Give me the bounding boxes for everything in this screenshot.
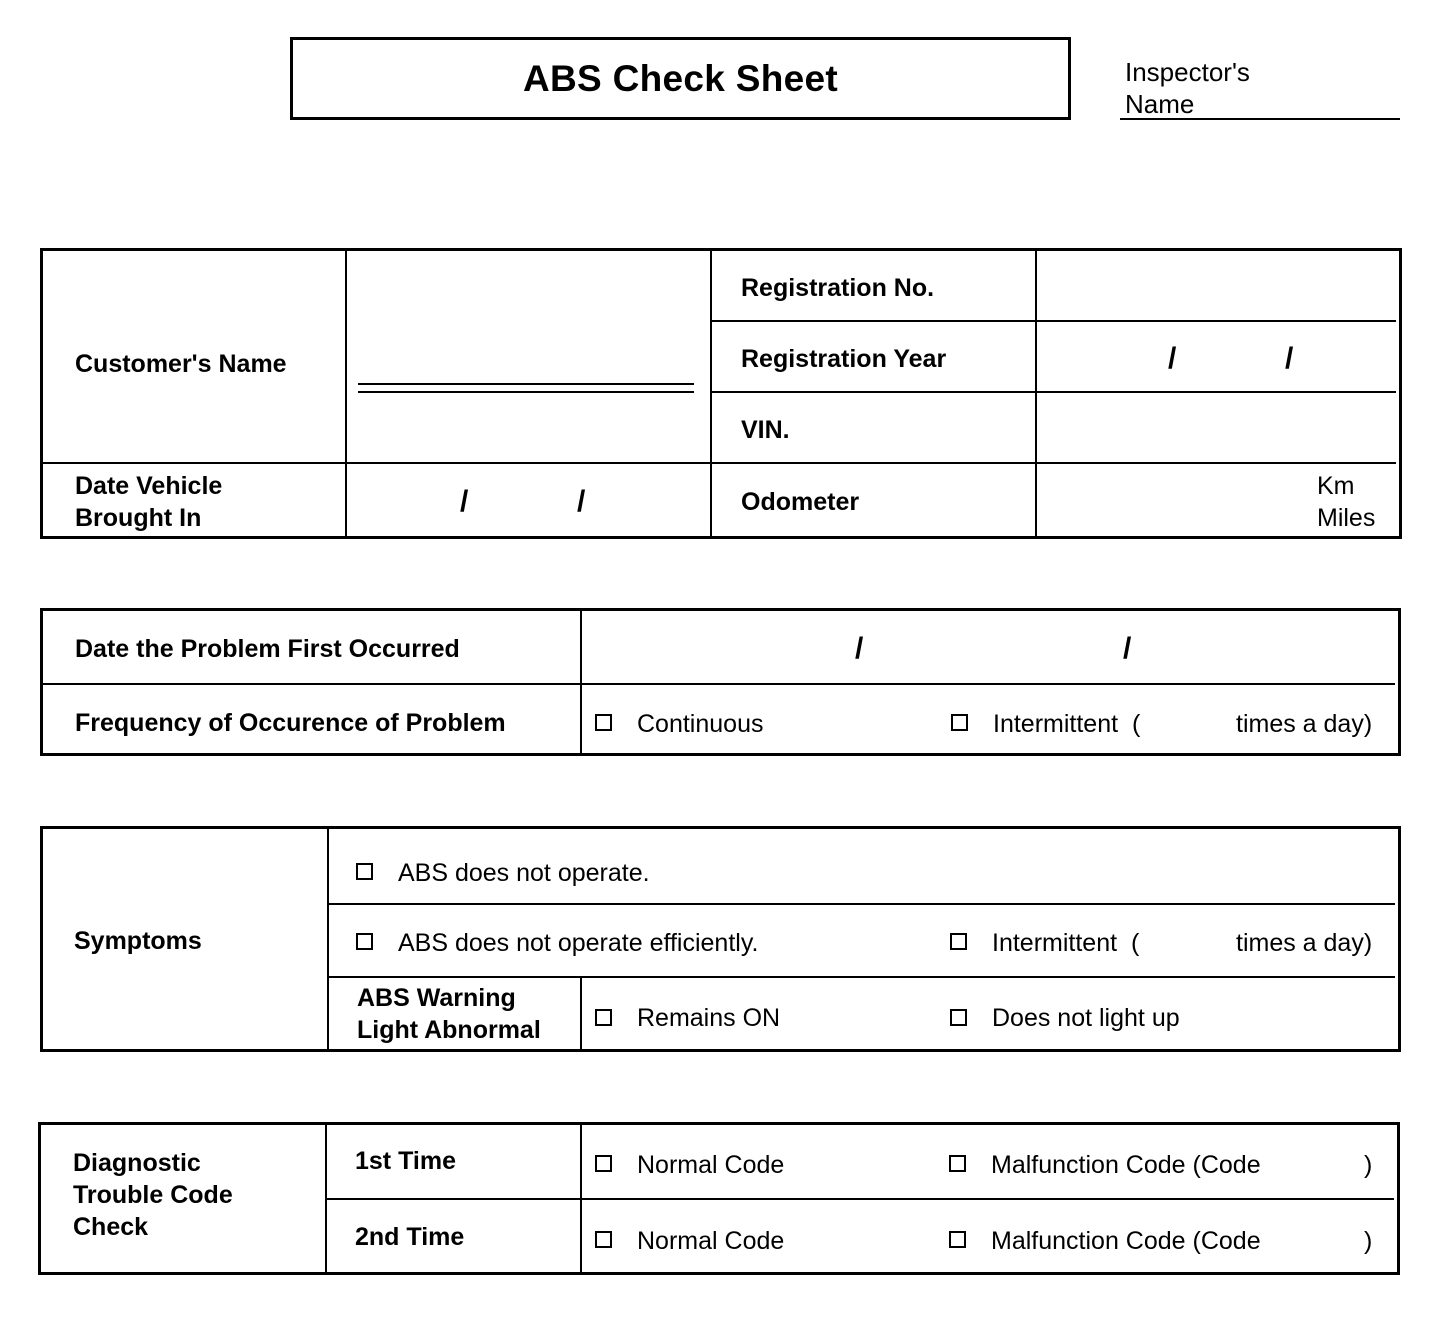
divider xyxy=(327,1198,1394,1200)
symptom-intermittent-label: Intermittent ( xyxy=(992,929,1140,957)
abs-warning-light-label xyxy=(357,982,541,1046)
dtc-label-line2: Trouble Code xyxy=(73,1181,233,1209)
continuous-label: Continuous xyxy=(637,710,764,738)
vin-field[interactable] xyxy=(1040,396,1394,460)
date-brought-in-line1: Date Vehicle xyxy=(75,472,223,500)
first-normal-code-checkbox[interactable] xyxy=(595,1155,612,1172)
registration-no-label: Registration No. xyxy=(741,274,935,302)
second-malfunction-code-label: Malfunction Code (Code xyxy=(991,1227,1261,1255)
not-light-up-checkbox[interactable] xyxy=(950,1009,967,1026)
divider xyxy=(580,610,582,754)
divider xyxy=(710,250,712,537)
date-separator: / xyxy=(1168,342,1177,375)
divider xyxy=(712,391,1396,393)
divider xyxy=(329,903,1395,905)
first-time-label: 1st Time xyxy=(355,1147,456,1175)
inspector-label-line1: Inspector's xyxy=(1125,57,1250,87)
registration-year-label: Registration Year xyxy=(741,345,947,373)
date-separator: / xyxy=(577,485,586,518)
divider xyxy=(580,978,582,1050)
date-brought-in-label xyxy=(75,470,222,534)
title-box xyxy=(290,37,1071,120)
divider xyxy=(345,250,347,537)
times-a-day-label: times a day) xyxy=(1236,710,1373,738)
intermittent-label: Intermittent ( xyxy=(993,710,1141,738)
inspector-name-label xyxy=(1125,56,1250,120)
vin-label: VIN. xyxy=(741,416,790,444)
date-separator: / xyxy=(1123,632,1132,665)
registration-no-field[interactable] xyxy=(1040,253,1394,317)
symptom-times-a-day-label: times a day) xyxy=(1236,929,1373,957)
first-close-paren: ) xyxy=(1364,1151,1373,1179)
date-separator: / xyxy=(460,485,469,518)
abs-warning-line1: ABS Warning xyxy=(357,984,516,1012)
odometer-label: Odometer xyxy=(741,488,860,516)
divider xyxy=(327,828,329,1050)
second-time-label: 2nd Time xyxy=(355,1223,465,1251)
not-light-up-label: Does not light up xyxy=(992,1004,1180,1032)
dtc-label-line1: Diagnostic xyxy=(73,1149,201,1177)
abs-warning-line2: Light Abnormal xyxy=(357,1016,541,1044)
remains-on-label: Remains ON xyxy=(637,1004,781,1032)
dtc-label-line3: Check xyxy=(73,1213,149,1241)
date-first-occurred-label: Date the Problem First Occurred xyxy=(75,635,460,663)
inspector-label-line2: Name xyxy=(1125,89,1195,119)
abs-not-efficient-label: ABS does not operate efficiently. xyxy=(398,929,759,957)
date-brought-in-line2: Brought In xyxy=(75,504,202,532)
second-normal-code-label: Normal Code xyxy=(637,1227,785,1255)
divider xyxy=(42,462,1396,464)
intermittent-checkbox[interactable] xyxy=(951,714,968,731)
dtc-label xyxy=(73,1147,233,1243)
first-normal-code-label: Normal Code xyxy=(637,1151,785,1179)
second-malfunction-code-checkbox[interactable] xyxy=(949,1231,966,1248)
second-close-paren: ) xyxy=(1364,1227,1373,1255)
sheet-title: ABS Check Sheet xyxy=(523,57,838,99)
continuous-checkbox[interactable] xyxy=(595,714,612,731)
remains-on-checkbox[interactable] xyxy=(595,1009,612,1026)
customer-name-field[interactable] xyxy=(358,383,694,385)
second-normal-code-checkbox[interactable] xyxy=(595,1231,612,1248)
abs-not-operate-checkbox[interactable] xyxy=(356,863,373,880)
odometer-unit-km: Km xyxy=(1317,472,1355,500)
date-separator: / xyxy=(1285,342,1294,375)
divider xyxy=(1035,250,1037,537)
first-malfunction-code-label: Malfunction Code (Code xyxy=(991,1151,1261,1179)
divider xyxy=(42,683,1395,685)
divider xyxy=(329,976,1395,978)
abs-not-efficient-checkbox[interactable] xyxy=(356,933,373,950)
customer-name-label: Customer's Name xyxy=(75,350,287,378)
symptom-intermittent-checkbox[interactable] xyxy=(950,933,967,950)
divider xyxy=(712,320,1396,322)
frequency-label: Frequency of Occurence of Problem xyxy=(75,709,506,737)
first-malfunction-code-checkbox[interactable] xyxy=(949,1155,966,1172)
customer-name-field-line2 xyxy=(358,391,694,393)
inspector-name-field[interactable] xyxy=(1120,118,1400,120)
date-separator: / xyxy=(855,632,864,665)
symptoms-label: Symptoms xyxy=(74,927,202,955)
abs-not-operate-label: ABS does not operate. xyxy=(398,859,650,887)
odometer-unit-miles: Miles xyxy=(1317,504,1376,532)
